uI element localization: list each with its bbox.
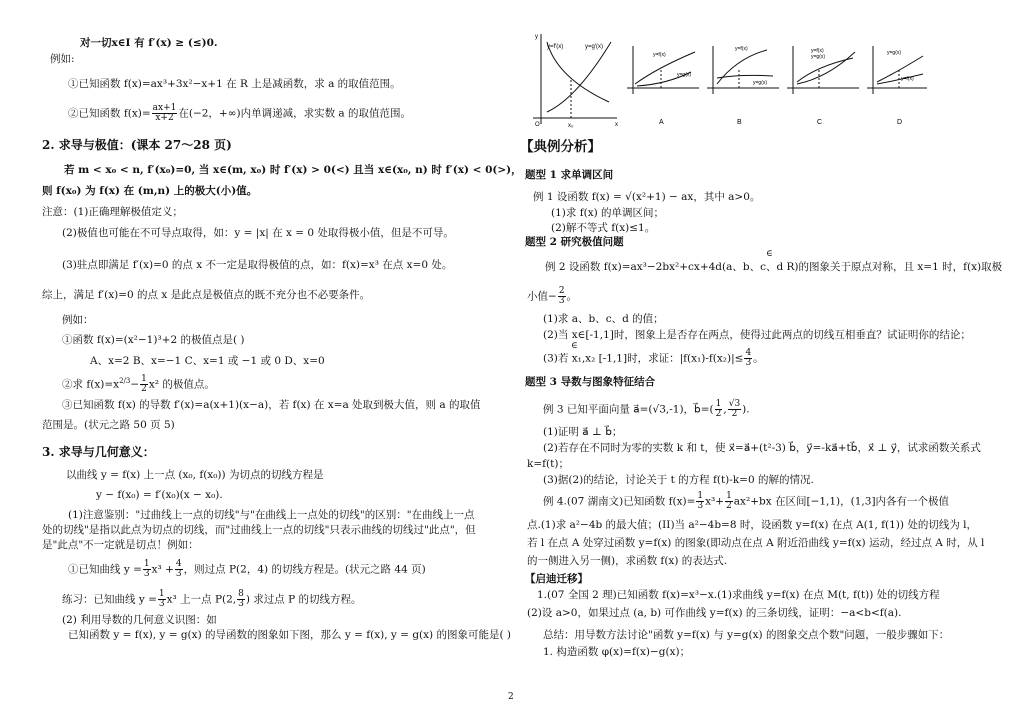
graph-reading-question: 已知函数 y = f(x), y = g(x) 的导函数的图象如下图，那么 y = f(x), y = g(x) 的图象可能是( ) xyxy=(68,629,512,641)
example-3-statement xyxy=(543,400,750,419)
example-4-cont-1: 点.(1)求 a²−4b 的最大值；(II)当 a²−4b=8 时，设函数 y=f(x) 在点 A(1, f(1)) 处的切线为 l， xyxy=(527,519,978,531)
fraction xyxy=(744,349,752,368)
tangent-intro: 以曲线 y = f(x) 上一点 (x₀, f(x₀)) 为切点的切线方程是 xyxy=(66,469,324,481)
example-4-cont-2: 若 l 在点 A 处穿过函数 y=f(x) 的图象(即动点在点 A 附近沿曲线 y=f(x) 运动，经过点 A 时，从 l xyxy=(527,537,985,549)
example-3-part-1: (1)证明 a⃗ ⊥ b⃗； xyxy=(543,426,623,438)
numerator: 4 xyxy=(175,559,182,569)
example-label-2: 例如： xyxy=(62,314,94,326)
extremum-example-2 xyxy=(62,374,215,394)
axis-y: y xyxy=(535,34,538,40)
option-c: C xyxy=(817,119,823,126)
numerator: ax+1 xyxy=(152,103,177,113)
graph-reading-intro: (2) 利用导数的几何意义识图：如 xyxy=(62,614,217,626)
numerator: 1 xyxy=(697,491,704,501)
label-gprime: y=g′(x) xyxy=(585,44,603,50)
numerator: 1 xyxy=(143,559,150,569)
example-2-statement: 例 2 设函数 f(x)=ax³−2bx²+cx+4d(a、b、c、d R)的图象关于原点对称，且 x=1 时，f(x)取极 xyxy=(545,261,1003,273)
expr-part: (3)若 x₁,x₂ [-1,1]时，求证：|f(x₁)-f(x₂)|≤ xyxy=(543,352,744,365)
derivative-graphs-figure xyxy=(527,28,927,133)
option-a-label-g: y=g(x) xyxy=(677,72,692,78)
tangent-equation: y − f(x₀) = f′(x₀)(x − x₀). xyxy=(96,489,223,501)
extremum-example-3-cont: 范围是。(状元之路 50 页 5) xyxy=(42,419,175,431)
option-a-label-f: y=f(x) xyxy=(653,52,666,58)
option-c-label-f: y=f(x) xyxy=(811,48,824,54)
example-2-part-3 xyxy=(543,349,764,368)
summary: 综上，满足 f′(x)=0 的点 x 是此点是极值点的既不充分也不必要条件。 xyxy=(42,289,371,301)
denominator: 3 xyxy=(697,501,704,511)
denominator: 2 xyxy=(726,501,732,511)
denominator: 2 xyxy=(141,384,147,394)
example-1: ①已知函数 f(x)=ax³+3x²−x+1 在 R 上是减函数，求 a 的取值范围。 xyxy=(68,78,401,90)
fraction xyxy=(140,375,148,394)
type-1-heading: 题型 1 求单调区间 xyxy=(525,169,614,181)
element-symbol: ∈ xyxy=(571,341,578,351)
tangent-note-1: (1)注意鉴别："过曲线上一点的切线"与"在曲线上一点处的切线"的区别："在曲线上一点 xyxy=(68,509,475,521)
fraction xyxy=(175,560,183,579)
option-d: D xyxy=(897,119,903,126)
expr-part: x³ + xyxy=(151,563,174,576)
fraction xyxy=(237,590,245,609)
option-d-label-f: y=f(x) xyxy=(901,76,914,82)
expr-part: 小值− xyxy=(527,290,557,303)
expr-suffix: ax²+bx 在区间[−1,1)，(1,3]内各有一个极值 xyxy=(733,495,950,508)
example-2-minimum xyxy=(527,287,577,306)
example-1-statement: 例 1 设函数 f(x) = √(x²+1) − ax，其中 a>0。 xyxy=(533,191,761,203)
main-graph xyxy=(533,34,617,124)
section-2-heading: 2. 求导与极值：(课本 27～28 页) xyxy=(42,138,232,152)
option-b-label-g: y=g(x) xyxy=(753,80,768,86)
example-3-part-3: (3)据(2)的结论，讨论关于 t 的方程 f(t)-k=0 的解的情况. xyxy=(543,474,814,486)
type-2-heading: 题型 2 研究极值问题 xyxy=(525,236,624,248)
extremum-example-1: ①函数 f(x)=(x²−1)³+2 的极值点是( ) xyxy=(62,334,245,346)
fraction xyxy=(152,104,178,123)
example-4-cont-3: 的一侧进入另一侧)，求函数 f(x) 的表达式. xyxy=(527,555,728,567)
tangent-note-3: 是"此点"不一定就是切点！例如： xyxy=(42,539,199,551)
element-symbol: ∈ xyxy=(766,249,773,259)
numerator: 4 xyxy=(745,348,752,358)
transfer-heading: 【启迪迁移】 xyxy=(525,573,588,585)
example-4-statement xyxy=(543,492,949,511)
example-1-part-1: (1)求 f(x) 的单调区间； xyxy=(551,207,665,219)
summary-steps: 总结：用导数方法讨论"函数 y=f(x) 与 y=g(x) 的图象交点个数"问题，一般步骤如下： xyxy=(543,629,950,641)
example-3-part-2: (2)若存在不同时为零的实数 k 和 t，使 x⃗=a⃗+(t²-3) b⃗，y⃗=-ka⃗+tb⃗，x⃗ ⊥ y⃗，试求函数关系式 xyxy=(543,442,981,454)
extremum-condition: 若 m < x₀ < n, f′(x₀)=0, 当 x∈(m, x₀) 时 f′(x) > 0(<) 且当 x∈(x₀, n) 时 f′(x) < 0(>)， xyxy=(64,164,522,176)
page-number: 2 xyxy=(508,692,514,702)
numerator: √3 xyxy=(728,399,741,409)
note-2: (2)极值也可能在不可导点取得，如：y = |x| 在 x = 0 处取得极小值，但是不可导。 xyxy=(62,227,454,239)
tangent-exercise xyxy=(62,590,362,609)
fraction xyxy=(158,590,166,609)
option-b-label-f: y=f(x) xyxy=(735,46,748,52)
expr-part: x³ 上一点 P(2, xyxy=(166,593,237,606)
axis-x0: x₀ xyxy=(568,123,574,129)
option-c-label-g: y=g(x) xyxy=(811,54,826,60)
denominator: 3 xyxy=(558,296,565,306)
fraction xyxy=(728,400,741,419)
typical-analysis-heading: 【典例分析】 xyxy=(520,139,601,155)
denominator: x+2 xyxy=(155,113,174,123)
exponent: 2/3 xyxy=(119,377,131,385)
numerator: 1 xyxy=(715,399,722,409)
denominator: 2 xyxy=(715,409,722,419)
numerator: 1 xyxy=(158,589,165,599)
fraction xyxy=(143,560,151,579)
fraction xyxy=(696,492,704,511)
note-3: (3)驻点即满足 f′(x)=0 的点 x 不一定是取得极值的点，如：f(x)=x³ 在点 x=0 处。 xyxy=(62,259,453,271)
step-1: 1. 构造函数 φ(x)=f(x)−g(x)； xyxy=(543,646,691,658)
option-d-label-g: y=g(x) xyxy=(887,50,902,56)
option-a: A xyxy=(659,119,664,126)
numerator: 1 xyxy=(141,374,147,384)
option-b: B xyxy=(737,119,742,126)
expr-part: ②求 f(x)=x xyxy=(62,378,120,391)
expr-suffix: ) 求过点 P 的切线方程。 xyxy=(245,593,362,606)
section-3-heading: 3. 求导与几何意义： xyxy=(42,445,155,459)
expr-suffix: ). xyxy=(742,403,750,416)
expr-part: x³+ xyxy=(705,495,725,508)
option-b-graph xyxy=(707,46,779,94)
numerator: 8 xyxy=(238,589,244,599)
expr-part: 例 3 已知平面向量 a⃗=(√3,-1)，b⃗=( xyxy=(543,403,714,416)
expr-suffix: ，则过点 P(2，4) 的切线方程是。(状元之路 44 页) xyxy=(183,563,426,576)
expr-part: 练习：已知曲线 y = xyxy=(62,593,157,606)
fraction xyxy=(715,400,723,419)
monotonic-condition: 对一切x∈I 有 f′(x) ≥ (≤)0. xyxy=(80,37,218,49)
example-2-part-1: (1)求 a、b、c、d 的值； xyxy=(543,313,664,325)
expr-part: 例 4.(07 湖南文)已知函数 f(x)= xyxy=(543,495,696,508)
numerator: 2 xyxy=(558,286,565,296)
example-2-part-2: (2)当 x∈[-1,1]时，图象上是否存在两点，使得过此两点的切线互相垂直？试证明你的结论； xyxy=(543,329,971,341)
denominator: 3 xyxy=(745,358,752,368)
example-2-suffix: 在(−2，+∞)内单调递减，求实数 a 的取值范围。 xyxy=(178,107,412,120)
tangent-note-2: 处的切线"是指以此点为切点的切线，而"过曲线上一点的切线"只表示曲线的切线过"此点"，但 xyxy=(42,524,476,536)
expr-suffix: 。 xyxy=(566,290,578,303)
denominator: 3 xyxy=(143,569,150,579)
example-2-prefix: ②已知函数 f(x)= xyxy=(68,107,151,120)
right-column xyxy=(515,0,1024,723)
tangent-example xyxy=(68,560,426,579)
denominator: 3 xyxy=(175,569,182,579)
axis-o: O xyxy=(535,122,540,128)
extremum-example-3: ③已知函数 f(x) 的导数 f′(x)=a(x+1)(x−a)，若 f(x) 在 x=a 处取到极大值，则 a 的取值 xyxy=(62,399,481,411)
transfer-exercise-2: (2)设 a>0，如果过点 (a, b) 可作曲线 y=f(x) 的三条切线，证明：−a<b<f(a). xyxy=(527,607,902,619)
label-fprime: y=f′(x) xyxy=(547,44,564,50)
fraction xyxy=(725,492,733,511)
fraction xyxy=(558,287,566,306)
example-3-part-2-cont: k=f(t)； xyxy=(527,458,569,470)
example-2 xyxy=(68,104,411,123)
example-label: 例如: xyxy=(50,53,75,65)
denominator: 3 xyxy=(158,599,165,609)
expr-part: , xyxy=(723,403,727,416)
extremum-conclusion: 则 f(x₀) 为 f(x) 在 (m,n) 上的极大(小)值。 xyxy=(42,185,258,197)
example-1-part-2: (2)解不等式 f(x)≤1。 xyxy=(551,222,656,234)
type-3-heading: 题型 3 导数与图象特征结合 xyxy=(525,376,656,388)
expr-minus: − xyxy=(130,378,140,391)
expr-suffix: x² 的极值点。 xyxy=(148,378,215,391)
denominator: 2 xyxy=(731,409,738,419)
note-1: 注意：(1)正确理解极值定义； xyxy=(42,206,183,218)
numerator: 1 xyxy=(726,491,732,501)
denominator: 3 xyxy=(238,599,244,609)
expr-part: ①已知曲线 y = xyxy=(68,563,142,576)
expr-suffix: 。 xyxy=(753,352,764,365)
transfer-exercise-1: 1.(07 全国 2 理)已知函数 f(x)=x³−x.(1)求曲线 y=f(x) 在点 M(t, f(t)) 处的切线方程 xyxy=(537,589,940,601)
choices: A、x=2 B、x=−1 C、x=1 或 −1 或 0 D、x=0 xyxy=(90,355,325,367)
axis-x: x xyxy=(615,122,618,128)
